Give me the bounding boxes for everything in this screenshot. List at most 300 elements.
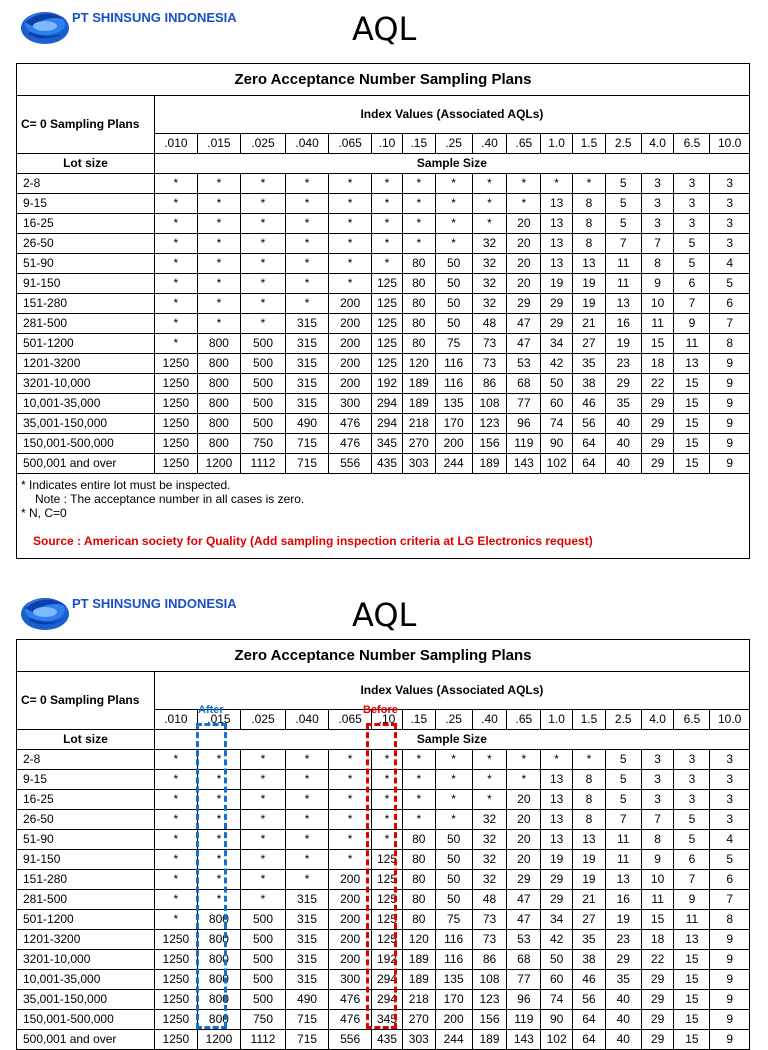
sample-size-cell: 5: [605, 750, 641, 770]
lot-size-label: Lot size: [17, 154, 154, 174]
sample-size-cell: 29: [605, 374, 641, 394]
sample-size-cell: 60: [541, 394, 573, 414]
sample-size-cell: *: [329, 194, 372, 214]
sample-size-cell: 218: [402, 414, 435, 434]
sample-size-cell: *: [507, 174, 541, 194]
sample-size-cell: 9: [710, 394, 749, 414]
sample-size-cell: 11: [605, 274, 641, 294]
lot-size-header-row: [17, 154, 749, 174]
sample-size-cell: 135: [435, 970, 472, 990]
sample-size-cell: 500: [240, 354, 285, 374]
sample-size-cell: 3: [710, 214, 749, 234]
sample-size-cell: 15: [674, 434, 710, 454]
lot-size-cell: 26-50: [17, 234, 154, 254]
sample-size-cell: 315: [286, 930, 329, 950]
sample-size-cell: 15: [674, 374, 710, 394]
sample-size-cell: 1250: [154, 1010, 197, 1030]
sample-size-cell: 34: [541, 910, 573, 930]
sample-size-cell: 435: [372, 1030, 403, 1050]
sample-size-cell: 8: [573, 234, 606, 254]
sample-size-cell: 170: [435, 990, 472, 1010]
table-row: [17, 334, 749, 354]
sample-size-cell: 476: [329, 1010, 372, 1030]
sample-size-cell: *: [240, 830, 285, 850]
sample-size-cell: *: [240, 770, 285, 790]
sample-size-cell: 80: [402, 910, 435, 930]
sample-size-cell: *: [154, 274, 197, 294]
sample-size-cell: 60: [541, 970, 573, 990]
aql-value-cell: 1.0: [541, 710, 573, 730]
sample-size-cell: 74: [541, 414, 573, 434]
sample-size-cell: *: [154, 334, 197, 354]
table-row: [17, 374, 749, 394]
sample-size-cell: 35: [573, 930, 606, 950]
sample-size-cell: 5: [674, 830, 710, 850]
sample-size-cell: 315: [286, 354, 329, 374]
sample-size-cell: *: [154, 234, 197, 254]
sample-size-cell: 800: [197, 334, 240, 354]
sample-size-cell: *: [472, 194, 507, 214]
sample-size-cell: 3: [710, 174, 749, 194]
sample-size-cell: 3: [674, 174, 710, 194]
sample-size-cell: 20: [507, 830, 541, 850]
aql-value-cell: 2.5: [605, 134, 641, 154]
sample-size-cell: 22: [641, 374, 674, 394]
sample-size-cell: 800: [197, 414, 240, 434]
sample-size-cell: *: [372, 810, 403, 830]
doc-title: AQL: [352, 10, 417, 48]
sample-size-cell: 294: [372, 970, 403, 990]
sample-size-cell: 315: [286, 314, 329, 334]
sample-size-cell: 40: [605, 454, 641, 474]
sample-size-cell: 315: [286, 374, 329, 394]
sample-size-cell: 500: [240, 910, 285, 930]
aql-value-cell: .65: [507, 710, 541, 730]
sample-size-cell: 1250: [154, 434, 197, 454]
sample-size-cell: *: [197, 870, 240, 890]
sample-size-cell: 38: [573, 374, 606, 394]
aql-value-cell: 6.5: [674, 710, 710, 730]
sample-size-cell: *: [402, 174, 435, 194]
sample-size-cell: *: [154, 870, 197, 890]
sample-size-cell: 715: [286, 454, 329, 474]
aql-value-cell: .065: [329, 134, 372, 154]
sample-size-cell: 50: [435, 254, 472, 274]
sample-size-cell: 11: [674, 910, 710, 930]
sample-size-cell: 200: [329, 374, 372, 394]
sample-size-cell: 9: [710, 950, 749, 970]
sample-size-cell: 22: [641, 950, 674, 970]
sample-size-cell: 9: [710, 374, 749, 394]
sample-size-cell: 29: [641, 970, 674, 990]
sample-size-cell: *: [240, 254, 285, 274]
sample-size-cell: 500: [240, 414, 285, 434]
table-row: [17, 174, 749, 194]
sample-size-cell: *: [154, 790, 197, 810]
sample-size-cell: 3: [641, 750, 674, 770]
sample-size-cell: *: [541, 750, 573, 770]
table-row: [17, 234, 749, 254]
sample-size-cell: *: [329, 850, 372, 870]
sample-size-cell: 1250: [154, 930, 197, 950]
aql-value-cell: .015: [197, 134, 240, 154]
sample-size-cell: 189: [402, 374, 435, 394]
sample-size-cell: *: [507, 750, 541, 770]
sample-size-cell: *: [372, 214, 403, 234]
sample-size-cell: 23: [605, 930, 641, 950]
aql-value-cell: .025: [240, 134, 285, 154]
sample-size-cell: 116: [435, 930, 472, 950]
sample-size-cell: 20: [507, 274, 541, 294]
sample-size-cell: 50: [435, 830, 472, 850]
sample-size-cell: 9: [710, 990, 749, 1010]
sample-size-cell: 16: [605, 890, 641, 910]
sample-size-cell: 29: [605, 950, 641, 970]
company-name: PT SHINSUNG INDONESIA: [72, 10, 237, 25]
sample-size-cell: 13: [541, 234, 573, 254]
sample-size-cell: 1250: [154, 354, 197, 374]
sample-size-cell: 29: [641, 990, 674, 1010]
sample-size-cell: 315: [286, 890, 329, 910]
sample-size-cell: *: [286, 830, 329, 850]
sample-size-cell: 244: [435, 454, 472, 474]
sample-size-cell: 476: [329, 414, 372, 434]
sample-size-cell: 19: [573, 850, 606, 870]
sample-size-cell: 40: [605, 1010, 641, 1030]
table-row: [17, 294, 749, 314]
sample-size-cell: 315: [286, 334, 329, 354]
sample-size-cell: 29: [641, 1030, 674, 1050]
lot-size-cell: 16-25: [17, 790, 154, 810]
sample-size-cell: 32: [472, 294, 507, 314]
sample-size-cell: 35: [573, 354, 606, 374]
sample-size-cell: 200: [329, 890, 372, 910]
aql-value-cell: .10: [372, 710, 403, 730]
sample-size-cell: 23: [605, 354, 641, 374]
sample-size-cell: *: [154, 194, 197, 214]
lot-size-cell: 1201-3200: [17, 930, 154, 950]
sample-size-cell: *: [507, 770, 541, 790]
sample-size-cell: 19: [573, 294, 606, 314]
table-row: [17, 354, 749, 374]
sample-size-cell: 42: [541, 354, 573, 374]
sample-size-cell: 3: [710, 750, 749, 770]
sample-size-cell: 189: [472, 454, 507, 474]
sample-size-cell: 1250: [154, 454, 197, 474]
after-column-highlight: [196, 723, 227, 1029]
sample-size-cell: 1112: [240, 454, 285, 474]
sample-size-cell: 90: [541, 434, 573, 454]
sample-size-cell: 125: [372, 314, 403, 334]
sample-size-cell: 64: [573, 1010, 606, 1030]
sample-size-cell: 73: [472, 354, 507, 374]
aql-value-cell: .25: [435, 710, 472, 730]
sample-size-cell: 315: [286, 950, 329, 970]
sample-size-cell: 50: [435, 850, 472, 870]
sample-size-cell: 20: [507, 214, 541, 234]
sample-size-cell: 80: [402, 890, 435, 910]
sample-size-cell: 189: [402, 950, 435, 970]
sample-size-cell: *: [286, 274, 329, 294]
sample-size-cell: *: [286, 294, 329, 314]
aql-value-cell: .015: [197, 710, 240, 730]
sample-size-cell: *: [329, 750, 372, 770]
sample-size-cell: 476: [329, 990, 372, 1010]
sample-size-cell: 20: [507, 810, 541, 830]
sample-size-cell: 34: [541, 334, 573, 354]
sample-size-cell: *: [154, 254, 197, 274]
sample-size-cell: 9: [710, 434, 749, 454]
sample-size-cell: 48: [472, 314, 507, 334]
lot-size-cell: 2-8: [17, 750, 154, 770]
sample-size-cell: 6: [674, 850, 710, 870]
aql-value-cell: 4.0: [641, 134, 674, 154]
sample-size-cell: *: [154, 294, 197, 314]
sample-size-cell: 6: [674, 274, 710, 294]
sample-size-cell: 125: [372, 334, 403, 354]
sample-size-cell: 29: [641, 394, 674, 414]
sample-size-cell: 500: [240, 334, 285, 354]
before-label: Before: [363, 704, 398, 716]
sample-size-cell: 800: [197, 354, 240, 374]
sample-size-cell: 20: [507, 254, 541, 274]
table-row: [17, 394, 749, 414]
sample-size-cell: 15: [674, 990, 710, 1010]
sample-size-cell: 490: [286, 414, 329, 434]
table-title-row: [17, 640, 749, 672]
sample-size-cell: 556: [329, 1030, 372, 1050]
sample-size-cell: *: [573, 750, 606, 770]
aql-value-cell: .25: [435, 134, 472, 154]
sample-size-cell: 75: [435, 910, 472, 930]
sample-size-cell: 123: [472, 990, 507, 1010]
sample-size-cell: 3: [710, 234, 749, 254]
sample-size-cell: *: [435, 214, 472, 234]
sample-size-cell: *: [435, 194, 472, 214]
sample-size-cell: *: [286, 770, 329, 790]
sample-size-cell: 102: [541, 454, 573, 474]
sampling-plan-box: [16, 63, 750, 559]
sample-size-cell: 15: [674, 950, 710, 970]
aql-value-cell: .025: [240, 710, 285, 730]
sample-size-cell: 75: [435, 334, 472, 354]
sample-size-cell: 800: [197, 434, 240, 454]
sample-size-cell: 9: [710, 1010, 749, 1030]
sample-size-cell: *: [197, 890, 240, 910]
sample-size-cell: *: [435, 174, 472, 194]
sample-size-cell: 476: [329, 434, 372, 454]
sample-size-cell: 90: [541, 1010, 573, 1030]
sample-size-cell: *: [240, 234, 285, 254]
sample-size-cell: 80: [402, 830, 435, 850]
sample-size-cell: 56: [573, 990, 606, 1010]
sample-size-cell: 7: [674, 294, 710, 314]
sample-size-cell: 64: [573, 1030, 606, 1050]
sample-size-cell: 435: [372, 454, 403, 474]
sample-size-cell: 9: [641, 274, 674, 294]
aql-value-cell: 4.0: [641, 710, 674, 730]
sample-size-cell: *: [402, 214, 435, 234]
sample-size-cell: 500: [240, 970, 285, 990]
sample-size-cell: 1250: [154, 414, 197, 434]
lot-size-cell: 281-500: [17, 890, 154, 910]
c-zero-label: C= 0 Sampling Plans: [17, 672, 154, 730]
aql-value-cell: 10.0: [710, 134, 749, 154]
lot-size-cell: 3201-10,000: [17, 950, 154, 970]
sample-size-cell: 315: [286, 394, 329, 414]
sample-size-cell: 13: [605, 870, 641, 890]
sample-size-cell: 86: [472, 950, 507, 970]
sample-size-cell: 68: [507, 374, 541, 394]
lot-size-cell: 10,001-35,000: [17, 970, 154, 990]
sample-size-cell: *: [240, 750, 285, 770]
sample-size-cell: 80: [402, 294, 435, 314]
lot-size-cell: 150,001-500,000: [17, 434, 154, 454]
sample-size-cell: 200: [329, 910, 372, 930]
sample-size-cell: 96: [507, 414, 541, 434]
lot-size-cell: 51-90: [17, 254, 154, 274]
sample-size-cell: 4: [710, 830, 749, 850]
sample-size-cell: *: [329, 790, 372, 810]
sample-size-cell: 74: [541, 990, 573, 1010]
table-title: Zero Acceptance Number Sampling Plans: [17, 64, 749, 96]
sample-size-cell: *: [402, 194, 435, 214]
sample-size-cell: 15: [641, 910, 674, 930]
sample-size-cell: *: [435, 234, 472, 254]
sample-size-cell: 3: [710, 810, 749, 830]
sample-size-cell: 11: [605, 850, 641, 870]
lot-size-cell: 1201-3200: [17, 354, 154, 374]
sample-size-cell: 270: [402, 1010, 435, 1030]
table-row: [17, 1030, 749, 1050]
sample-size-cell: 800: [197, 950, 240, 970]
sample-size-cell: 9: [641, 850, 674, 870]
sample-size-cell: 15: [674, 414, 710, 434]
sample-size-cell: 21: [573, 890, 606, 910]
sample-size-cell: 294: [372, 414, 403, 434]
sample-size-cell: 120: [402, 354, 435, 374]
sample-size-cell: 500: [240, 990, 285, 1010]
aql-value-cell: .40: [472, 710, 507, 730]
sample-size-cell: 125: [372, 930, 403, 950]
sample-size-cell: 5: [605, 194, 641, 214]
sample-size-label: Sample Size: [154, 154, 749, 174]
sample-size-cell: 294: [372, 394, 403, 414]
company-name: PT SHINSUNG INDONESIA: [72, 596, 237, 611]
sample-size-cell: *: [154, 810, 197, 830]
sample-size-cell: 7: [641, 234, 674, 254]
lot-size-cell: 51-90: [17, 830, 154, 850]
sample-size-cell: 50: [435, 294, 472, 314]
after-label: After: [198, 704, 224, 716]
aql-value-cell: .10: [372, 134, 403, 154]
sample-size-cell: *: [435, 770, 472, 790]
sample-size-cell: 50: [435, 314, 472, 334]
sample-size-cell: *: [472, 750, 507, 770]
sample-size-cell: 8: [710, 910, 749, 930]
aql-value-cell: .65: [507, 134, 541, 154]
sample-size-cell: 200: [329, 930, 372, 950]
sample-size-cell: 8: [573, 214, 606, 234]
sample-size-cell: 1200: [197, 1030, 240, 1050]
sample-size-cell: 13: [573, 830, 606, 850]
sample-size-cell: *: [286, 790, 329, 810]
sample-size-cell: 8: [710, 334, 749, 354]
sample-size-cell: *: [240, 294, 285, 314]
sample-size-cell: *: [573, 174, 606, 194]
sample-size-cell: 800: [197, 930, 240, 950]
sample-size-cell: 715: [286, 1030, 329, 1050]
sample-size-cell: 1250: [154, 970, 197, 990]
table-title-row: [17, 64, 749, 96]
sample-size-cell: 10: [641, 870, 674, 890]
sample-size-cell: 48: [472, 890, 507, 910]
sample-size-cell: *: [197, 770, 240, 790]
table-row: [17, 214, 749, 234]
sample-size-cell: 50: [435, 870, 472, 890]
sample-size-cell: 19: [573, 870, 606, 890]
sample-size-cell: *: [435, 790, 472, 810]
sample-size-cell: *: [329, 234, 372, 254]
sample-size-cell: 29: [507, 294, 541, 314]
sample-size-cell: 47: [507, 890, 541, 910]
sample-size-cell: *: [154, 850, 197, 870]
sample-size-cell: *: [472, 214, 507, 234]
sample-size-cell: 8: [573, 770, 606, 790]
sample-size-cell: 80: [402, 850, 435, 870]
table-row: [17, 434, 749, 454]
lot-size-cell: 150,001-500,000: [17, 1010, 154, 1030]
sample-size-cell: 108: [472, 394, 507, 414]
sample-size-cell: 53: [507, 354, 541, 374]
sample-size-cell: *: [240, 274, 285, 294]
sample-size-cell: *: [286, 174, 329, 194]
sample-size-cell: *: [329, 254, 372, 274]
sample-size-cell: 19: [541, 274, 573, 294]
sample-size-cell: 1250: [154, 374, 197, 394]
sample-size-cell: 300: [329, 394, 372, 414]
sample-size-cell: 80: [402, 274, 435, 294]
sample-size-cell: 7: [710, 890, 749, 910]
sample-size-cell: *: [240, 790, 285, 810]
sample-size-cell: 15: [641, 334, 674, 354]
table-row: [17, 274, 749, 294]
sample-size-cell: *: [154, 214, 197, 234]
sample-size-cell: 5: [674, 254, 710, 274]
sample-size-cell: *: [197, 234, 240, 254]
sample-size-cell: *: [435, 750, 472, 770]
sample-size-cell: 15: [674, 1030, 710, 1050]
sample-size-cell: 80: [402, 334, 435, 354]
sample-size-cell: 715: [286, 434, 329, 454]
sample-size-cell: *: [197, 830, 240, 850]
sample-size-cell: 9: [710, 930, 749, 950]
sample-size-cell: 11: [674, 334, 710, 354]
sample-size-cell: 32: [472, 830, 507, 850]
sample-size-cell: 8: [573, 810, 606, 830]
sample-size-cell: 47: [507, 910, 541, 930]
sample-size-cell: 556: [329, 454, 372, 474]
lot-size-cell: 26-50: [17, 810, 154, 830]
sample-size-cell: 77: [507, 970, 541, 990]
sample-size-cell: 8: [641, 830, 674, 850]
sample-size-cell: 96: [507, 990, 541, 1010]
sample-size-cell: *: [472, 770, 507, 790]
sample-size-cell: 218: [402, 990, 435, 1010]
sample-size-cell: 500: [240, 394, 285, 414]
sample-size-cell: *: [541, 174, 573, 194]
lot-size-cell: 501-1200: [17, 334, 154, 354]
